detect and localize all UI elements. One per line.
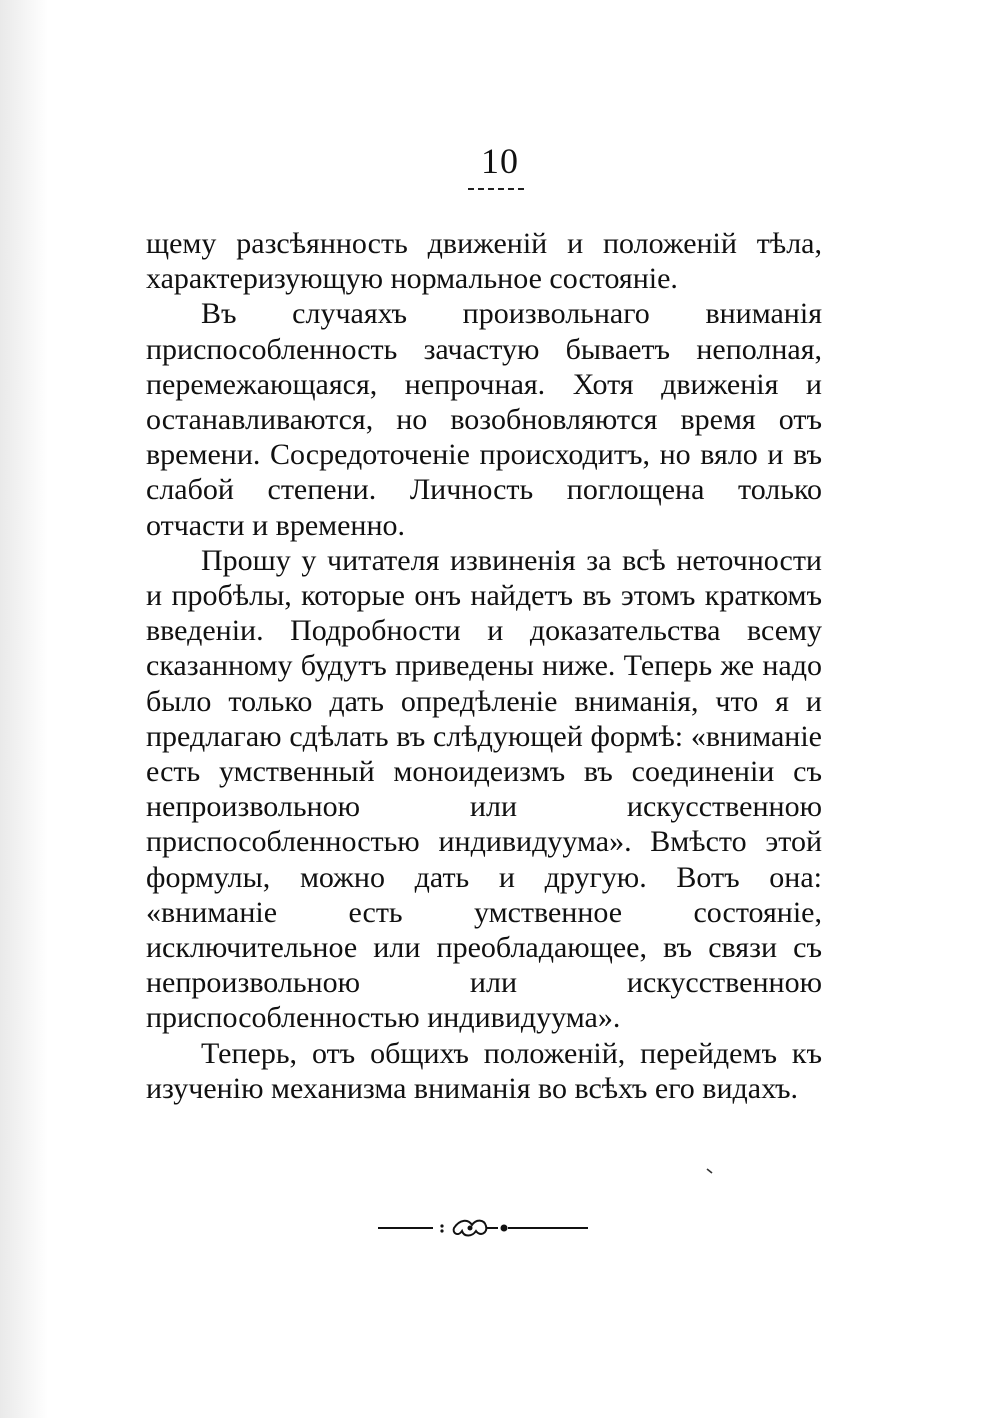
paragraph-continuation: щему разсѣянность движеній и положеній тѣла, характеризующую нормальное состояніе.	[146, 227, 822, 296]
paragraph-conclusion: Теперь, отъ общихъ положеній, перейдемъ къ изученію механизма вниманія во всѣхъ его видахъ.	[146, 1036, 822, 1105]
body-text	[146, 226, 822, 1106]
paragraph-voluntary-attention: Въ случаяхъ произвольнаго вниманія приспособленность зачастую бываетъ неполная, перемежающаяся, непрочная. Хотя движенія и останавливаются, но возобновляются время отъ времени. Сосредоточеніе происходитъ, но вяло и въ слабой степени. Личность поглощена только отчасти и временно.	[146, 297, 822, 542]
page-number-rule	[468, 188, 524, 190]
paragraph-definition: Прошу у читателя извиненія за всѣ неточности и пробѣлы, которые онъ найдетъ въ этомъ краткомъ введеніи. Подробности и доказательства всему сказанному будутъ приведены ниже. Теперь же надо было только дать опредѣленіе вниманія, что я и предлагаю сдѣлать въ слѣдующей формѣ: «вниманіе есть умственный моноидеизмъ въ соединеніи съ непроизвольною или искусственною приспособленностью индивидуума». Вмѣсто этой формулы, можно дать и другую. Вотъ она: «вниманіе есть умственное состояніе, исключительное или преобладающее, въ связи съ непроизвольною или искусственною приспособленностью индивидуума».	[146, 543, 822, 1035]
stray-ink-mark	[706, 1168, 714, 1174]
fleuron-divider-icon	[378, 1213, 588, 1243]
page-number: 10	[481, 141, 519, 181]
page-edge-shadow	[0, 0, 48, 1418]
